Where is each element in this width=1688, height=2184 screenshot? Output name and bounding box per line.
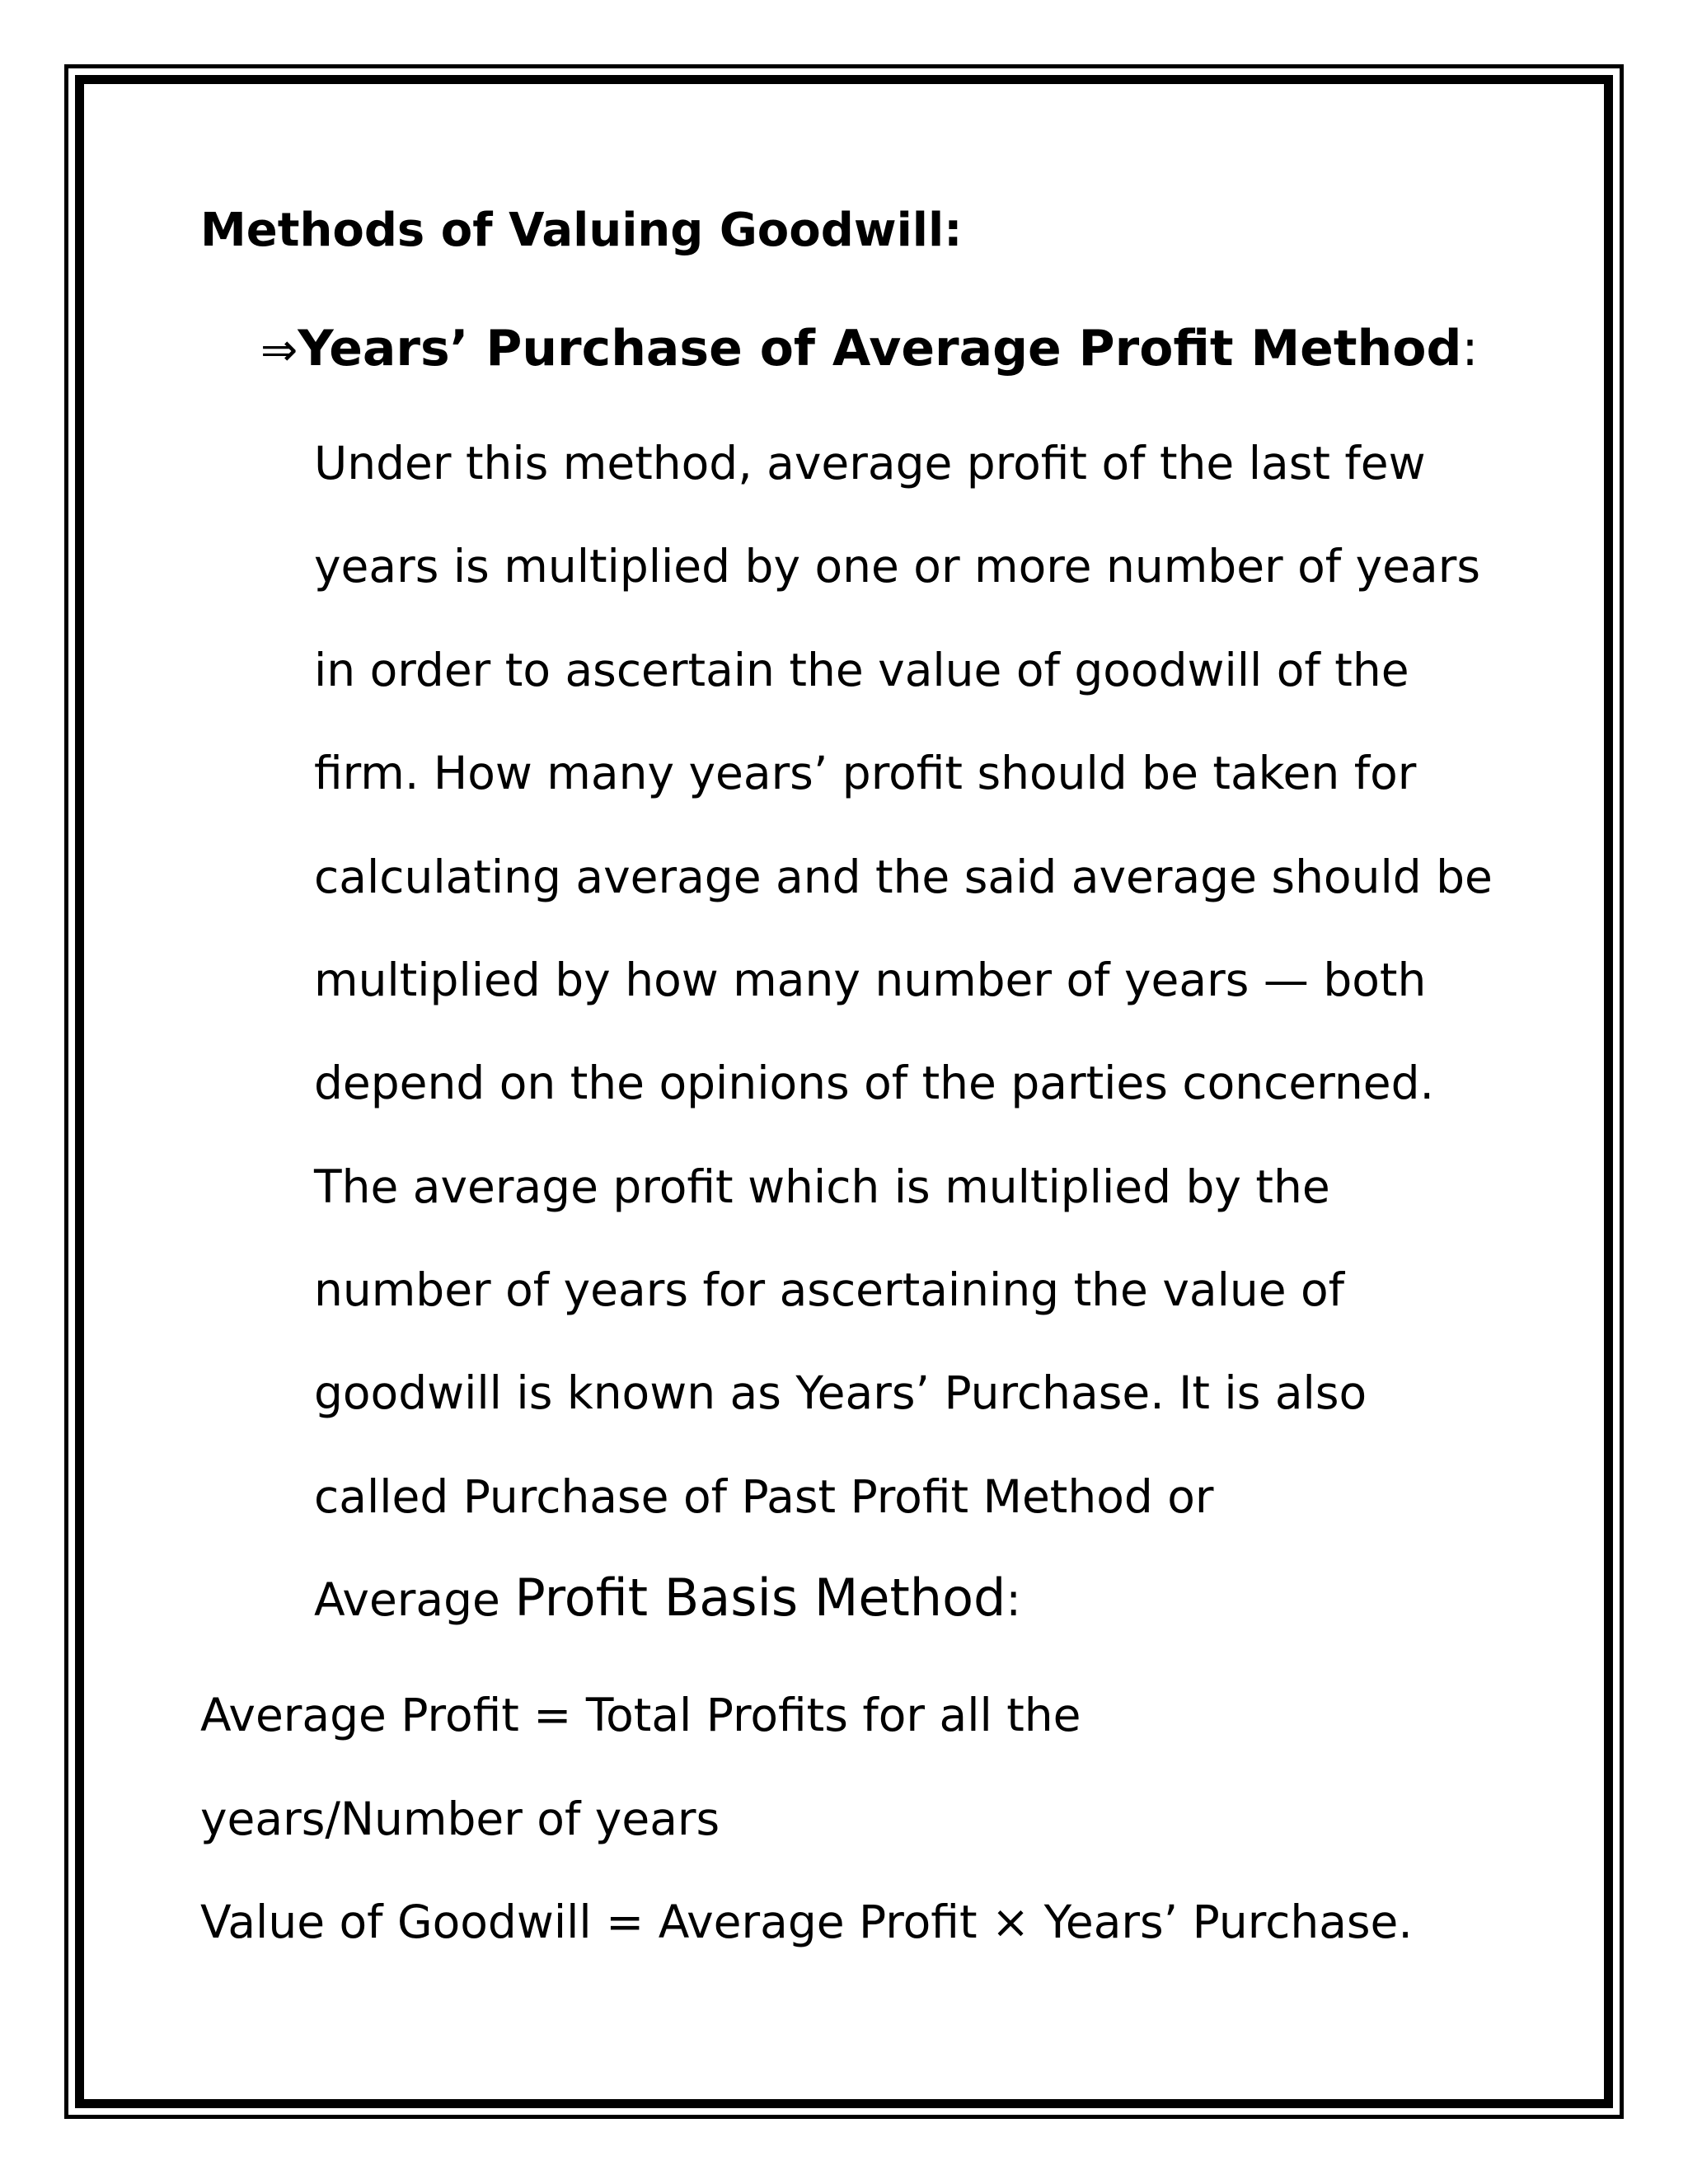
paragraph-last-line	[314, 1568, 1021, 1628]
paragraph-line: calculating average and the said average should be	[314, 851, 1493, 903]
last-line-emphasis: Profit Basis Method	[514, 1568, 1006, 1628]
paragraph-line: multiplied by how many number of years — both	[314, 954, 1427, 1006]
method-subheading	[260, 320, 1479, 377]
paragraph-line: number of years for ascertaining the value of	[314, 1263, 1345, 1316]
implies-arrow-icon: ⇒	[260, 324, 298, 376]
paragraph-line: in order to ascertain the value of goodwill of the	[314, 644, 1409, 696]
paragraph-line: years is multiplied by one or more number of years	[314, 540, 1480, 593]
paragraph-line: depend on the opinions of the parties concerned.	[314, 1057, 1434, 1109]
paragraph-line: The average profit which is multiplied by the	[314, 1160, 1330, 1213]
paragraph-line: Under this method, average profit of the last few	[314, 437, 1426, 490]
formula-average-profit-cont: years/Number of years	[200, 1793, 720, 1845]
method-title: Years’ Purchase of Average Profit Method	[298, 320, 1462, 377]
page-heading: Methods of Valuing Goodwill:	[200, 204, 963, 257]
method-title-colon: :	[1461, 320, 1479, 377]
formula-goodwill-value: Value of Goodwill = Average Profit × Years’ Purchase.	[200, 1896, 1413, 1948]
formula-average-profit: Average Profit = Total Profits for all the	[200, 1689, 1081, 1741]
last-line-colon: :	[1006, 1573, 1021, 1626]
paragraph-line: called Purchase of Past Profit Method or	[314, 1470, 1214, 1523]
paragraph-line: firm. How many years’ profit should be taken for	[314, 747, 1417, 799]
paragraph-line: goodwill is known as Years’ Purchase. It is also	[314, 1366, 1367, 1419]
last-line-prefix: Average	[314, 1573, 500, 1626]
